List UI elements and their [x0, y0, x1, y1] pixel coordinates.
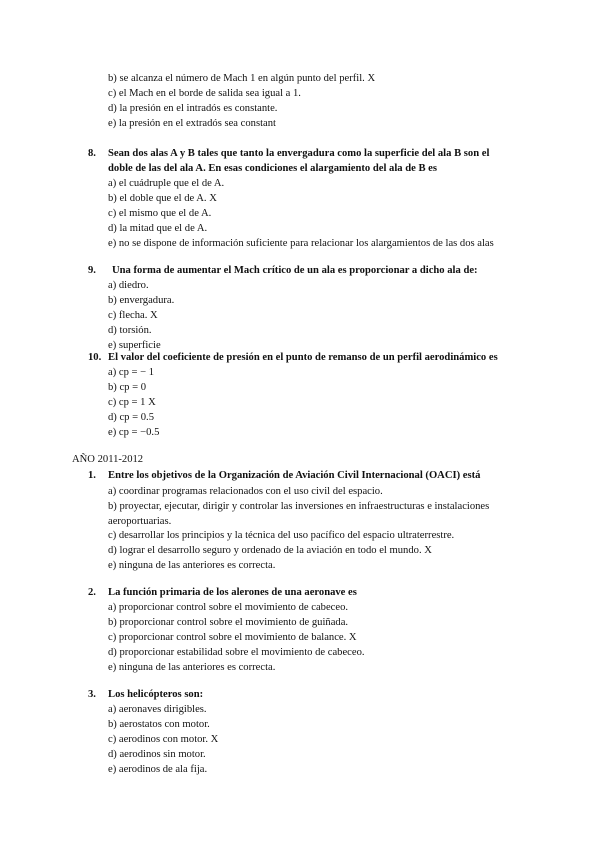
q9-option-d: d) torsión.	[108, 325, 152, 336]
y3-option-c: c) aerodinos con motor. X	[108, 734, 219, 745]
y3-number: 3.	[88, 689, 96, 700]
y2-option-d: d) proporcionar estabilidad sobre el movimiento de cabeceo.	[108, 647, 365, 658]
y2-option-e: e) ninguna de las anteriores es correcta.	[108, 662, 276, 673]
q8-option-b: b) el doble que el de A. X	[108, 193, 217, 204]
q9-option-e: e) superficie	[108, 340, 161, 351]
prev-option-c: c) el Mach en el borde de salida sea igual a 1.	[108, 88, 301, 99]
year-heading: AÑO 2011-2012	[72, 454, 144, 465]
prev-option-e: e) la presión en el extradós sea constant	[108, 118, 276, 129]
y3-option-e: e) aerodinos de ala fija.	[108, 764, 208, 775]
y1-option-b-cont: aeroportuarias.	[108, 516, 172, 527]
y2-option-b: b) proporcionar control sobre el movimiento de guiñada.	[108, 617, 349, 628]
y2-text: La función primaria de los alerones de una aeronave es	[108, 587, 357, 598]
y1-option-e: e) ninguna de las anteriores es correcta.	[108, 560, 276, 571]
y1-option-a: a) coordinar programas relacionados con el uso civil del espacio.	[108, 486, 383, 497]
q8-text-line1: Sean dos alas A y B tales que tanto la envergadura como la superficie del ala B son el	[108, 148, 490, 159]
y3-option-d: d) aerodinos sin motor.	[108, 749, 206, 760]
q8-number: 8.	[88, 148, 96, 159]
y2-number: 2.	[88, 587, 96, 598]
y1-option-c: c) desarrollar los principios y la técnica del uso pacífico del espacio ultraterrestre.	[108, 530, 455, 541]
y1-option-b: b) proyectar, ejecutar, dirigir y controlar las inversiones en infraestructuras e instalaciones	[108, 501, 490, 512]
q10-number: 10.	[88, 352, 102, 363]
q9-text: Una forma de aumentar el Mach crítico de un ala es proporcionar a dicho ala de:	[112, 265, 478, 276]
y1-text: Entre los objetivos de la Organización de Aviación Civil Internacional (OACI) está	[108, 470, 481, 481]
q8-text-line2: doble de las del ala A. En esas condiciones el alargamiento del ala de B es	[108, 163, 438, 174]
q8-option-a: a) el cuádruple que el de A.	[108, 178, 225, 189]
q8-option-e: e) no se dispone de información suficiente para relacionar los alargamientos de las dos alas	[108, 238, 494, 249]
y2-option-c: c) proporcionar control sobre el movimiento de balance. X	[108, 632, 357, 643]
q10-option-c: c) cp = 1 X	[108, 397, 156, 408]
q10-text: El valor del coeficiente de presión en el punto de remanso de un perfil aerodinámico es	[108, 352, 498, 363]
q10-option-a: a) cp = − 1	[108, 367, 155, 378]
y2-option-a: a) proporcionar control sobre el movimiento de cabeceo.	[108, 602, 349, 613]
y1-option-d: d) lograr el desarrollo seguro y ordenado de la aviación en todo el mundo. X	[108, 545, 432, 556]
q10-option-e: e) cp = −0.5	[108, 427, 160, 438]
q8-option-c: c) el mismo que el de A.	[108, 208, 212, 219]
q9-option-b: b) envergadura.	[108, 295, 175, 306]
prev-option-d: d) la presión en el intradós es constante.	[108, 103, 278, 114]
y3-option-b: b) aerostatos con motor.	[108, 719, 210, 730]
q9-option-c: c) flecha. X	[108, 310, 158, 321]
q8-option-d: d) la mitad que el de A.	[108, 223, 208, 234]
y1-number: 1.	[88, 470, 96, 481]
q9-option-a: a) diedro.	[108, 280, 149, 291]
prev-option-b: b) se alcanza el número de Mach 1 en algún punto del perfil. X	[108, 73, 376, 84]
y3-text: Los helicópteros son:	[108, 689, 204, 700]
y3-option-a: a) aeronaves dirigibles.	[108, 704, 207, 715]
q10-option-b: b) cp = 0	[108, 382, 147, 393]
q10-option-d: d) cp = 0.5	[108, 412, 154, 423]
q9-number: 9.	[88, 265, 96, 276]
